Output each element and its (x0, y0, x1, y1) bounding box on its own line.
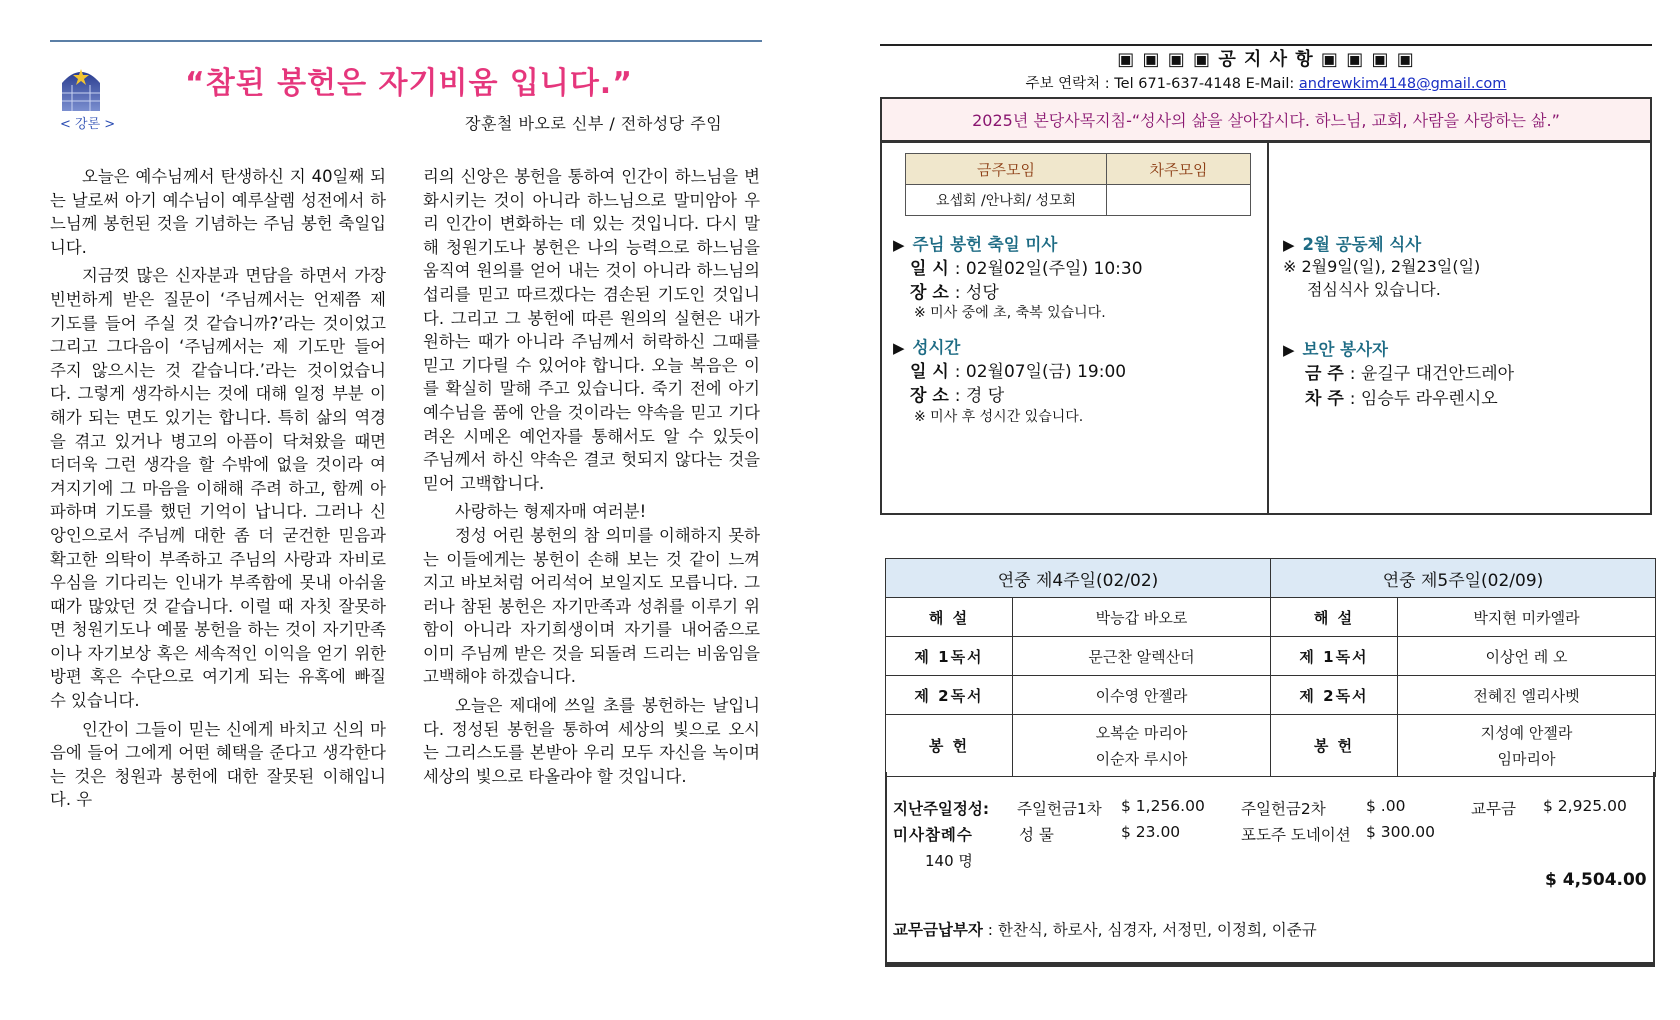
column-caption: < 강론 > (60, 117, 116, 132)
row-label: 제 1독서 (1271, 637, 1398, 676)
table-row (886, 676, 1656, 715)
dues-donors: 교무금납부자 : 한찬식, 하로사, 심경자, 서정민, 이정희, 이준규 (893, 921, 1317, 939)
week1-value: 박능갑 바오로 (1013, 598, 1271, 637)
holy-hour-place: 장 소 : 경 당 (910, 386, 1005, 406)
mass-place: 장 소 : 성당 (910, 283, 999, 303)
security-this-week: 금 주 : 윤길구 대건안드레아 (1305, 364, 1515, 384)
security-next-week: 차 주 : 임승두 라우렌시오 (1305, 389, 1498, 409)
collection2-label: 주일헌금2차 (1241, 800, 1326, 818)
dues-label: 교무금 (1471, 800, 1516, 818)
row-label: 해 설 (886, 598, 1013, 637)
arrow-icon: ▶ (1283, 341, 1295, 359)
week1-value: 이수영 안젤라 (1013, 676, 1271, 715)
row-label: 봉 헌 (1271, 715, 1398, 777)
next-week-meeting-header: 차주모임 (1107, 154, 1251, 185)
collection1-label: 주일헌금1차 (1017, 800, 1102, 818)
liturgy-roster-table (885, 558, 1656, 777)
week2-value: 전혜진 엘리사벳 (1398, 676, 1656, 715)
week2-value: 박지현 미카엘라 (1398, 598, 1656, 637)
meetings-table (905, 153, 1251, 216)
pastoral-directive: 2025년 본당사목지침-“성사의 삶을 살아갑시다. 하느님, 교회, 사람을 사랑하는 삶.” (880, 97, 1652, 142)
collection2-value: $ .00 (1366, 797, 1406, 815)
attendance-count: 140 명 (925, 852, 973, 870)
paragraph: 지금껏 많은 신자분과 면담을 하면서 가장 빈번하게 받은 질문이 ‘주님께서는 언제쯤 제 기도를 들어 주실 것 같습니까?’라는 것이었고 그리고 그다음이 ‘주님께서는 제 기도만 들어 주지 않으시는 것 같습니다.’라는 것이었습니다. 그렇게 생각하시는 것에 대해 일정 부분 이해가 되는 면도 있기는 합니다. 특히 삶의 역경을 겪고 있거나 병고의 아픔이 닥쳐왔을 때면 더더욱 그런 생각을 할 수밖에 없을 것이라 여겨지기에 그 마음을 이해해 주려 하고, 함께 아파하며 기도를 했던 기억이 납니다. 그러나 신앙인으로서 주님께 대한 좀 더 굳건한 믿음과 확고한 의탁이 부족하고 주님의 사랑과 자비로우심을 기다리는 인내가 부족함에 못내 아쉬울 때가 많았던 것 같습니다. 이럴 때 자칫 잘못하면 청원기도나 예물 봉헌을 하는 것이 자기만족이나 자기보상 혹은 세속적인 이익을 얻기 위한 방편 혹은 수단으로 여기게 되는 유혹에 빠질 수 있습니다. (50, 266, 386, 711)
paragraph: 사랑하는 형제자매 여러분! (455, 502, 647, 522)
row-label: 제 1독서 (886, 637, 1013, 676)
attendance-label: 미사참례수 (893, 826, 973, 844)
security-section-title: ▶ 보안 봉사자 (1283, 340, 1388, 359)
week2-value: 지성예 안젤라 임마리아 (1398, 715, 1656, 777)
meal-note: 점심식사 있습니다. (1307, 280, 1441, 299)
table-row (886, 637, 1656, 676)
week1-value: 오복순 마리아 이순자 루시아 (1013, 715, 1271, 777)
wine-donation-value: $ 300.00 (1366, 823, 1436, 841)
week1-value: 문근찬 알렉산더 (1013, 637, 1271, 676)
holy-hour-note: ※ 미사 후 성시간 있습니다. (914, 409, 1084, 425)
row-label: 제 2독서 (1271, 676, 1398, 715)
email-link[interactable]: andrewkim4148@gmail.com (1298, 76, 1507, 92)
arrow-icon: ▶ (1283, 236, 1295, 254)
row-label: 봉 헌 (886, 715, 1013, 777)
this-week-meeting-value: 요셉회 /안나회/ 성모회 (906, 185, 1107, 216)
last-week-offering-label: 지난주일정성: (893, 800, 990, 818)
column-body-left (50, 165, 386, 817)
next-week-meeting-value (1107, 185, 1251, 216)
notice-divider (1267, 141, 1269, 515)
header-rule (50, 40, 762, 42)
total-amount: $ 4,504.00 (1545, 870, 1647, 890)
arrow-icon: ▶ (893, 339, 905, 357)
paragraph: 오늘은 제대에 쓰일 초를 봉헌하는 날입니다. 정성된 봉헌을 통하여 세상의 빛으로 오시는 그리스도를 본받아 우리 모두 자신을 녹이며 세상의 빛으로 타올라야 할 것입니다. (423, 696, 760, 786)
table-row (886, 598, 1656, 637)
paragraph: 인간이 그들이 믿는 신에게 바치고 신의 마음에 들어 그에게 어떤 혜택을 준다고 생각한다는 것은 청원과 봉헌에 대한 잘못된 이해입니다. 우 (50, 719, 386, 810)
sacramentals-label: 성 물 (1019, 826, 1054, 844)
collection1-value: $ 1,256.00 (1121, 797, 1205, 815)
this-week-meeting-header: 금주모임 (906, 154, 1107, 185)
column-title: “참된 봉헌은 자기비움 입니다.” (185, 66, 633, 101)
dues-value: $ 2,925.00 (1543, 797, 1627, 815)
table-row (886, 715, 1656, 777)
sacramentals-value: $ 23.00 (1121, 823, 1181, 841)
church-logo-icon (58, 63, 104, 113)
row-label: 해 설 (1271, 598, 1398, 637)
meal-section-title: ▶ 2월 공동체 식사 (1283, 235, 1422, 254)
notice-heading: ▣ ▣ ▣ ▣ 공 지 사 항 ▣ ▣ ▣ ▣ (1117, 49, 1415, 70)
mass-date: 일 시 : 02월02일(주일) 10:30 (910, 259, 1143, 279)
column-body-right (423, 165, 760, 793)
contact-label: 주보 연락처 : Tel 671-637-4148 E-Mail: (1025, 76, 1295, 92)
paragraph: 정성 어린 봉헌의 참 의미를 이해하지 못하는 이들에게는 봉헌이 손해 보는 것 같이 느껴지고 바보처럼 어리석어 보일지도 모릅니다. 그러나 참된 봉헌은 자기만족과 성취를 이루기 위함이 아니라 자기희생이며 자기를 내어줌으로 이미 주님께 받은 것을 되돌려 드리는 비움임을 고백해야 하겠습니다. (423, 525, 760, 687)
row-label: 제 2독서 (886, 676, 1013, 715)
paragraph: 리의 신앙은 봉헌을 통하여 인간이 하느님을 변화시키는 것이 아니라 하느님으로 말미암아 우리 인간이 변화하는 데 있는 것입니다. 다시 말해 청원기도나 봉헌은 나의 능력으로 하느님을 움직여 원의를 얻어 내는 것이 아니라 하느님의 섭리를 믿고 따르겠다는 겸손된 기도인 것입니다. 그리고 그 봉헌에 따른 원의의 실현은 내가 원하는 때가 아니라 주님께서 허락하신 그때를 믿고 기다릴 수 있어야 합니다. 오늘 복음은 이를 확실히 말해 주고 있습니다. 죽기 전에 아기 예수님을 품에 안을 것이라는 약속을 믿고 기다려온 시메온 예언자를 통해서도 알 수 있듯이 주님께서 하신 약속은 결코 헛되지 않다는 것을 믿어 고백합니다. (423, 167, 760, 493)
wine-donation-label: 포도주 도네이션 (1241, 826, 1351, 844)
week2-header: 연중 제5주일(02/09) (1271, 559, 1656, 598)
meal-dates: ※ 2월9일(일), 2월23일(일) (1283, 257, 1481, 276)
holy-hour-date: 일 시 : 02월07일(금) 19:00 (910, 362, 1127, 382)
arrow-icon: ▶ (893, 236, 905, 254)
column-author: 장훈철 바오로 신부 / 전하성당 주임 (465, 114, 723, 133)
finance-rule (885, 964, 1655, 967)
week1-header: 연중 제4주일(02/02) (886, 559, 1271, 598)
mass-section-title: ▶ 주님 봉헌 축일 미사 (893, 235, 1058, 254)
paragraph: 오늘은 예수님께서 탄생하신 지 40일째 되는 날로써 아기 예수님이 예루살렘 성전에서 하느님께 봉헌된 것을 기념하는 주님 봉헌 축일입니다. (50, 167, 386, 257)
holy-hour-section-title: ▶ 성시간 (893, 338, 961, 357)
week2-value: 이상언 레 오 (1398, 637, 1656, 676)
contact-line (880, 72, 1652, 93)
mass-note: ※ 미사 중에 초, 축복 있습니다. (914, 305, 1106, 321)
